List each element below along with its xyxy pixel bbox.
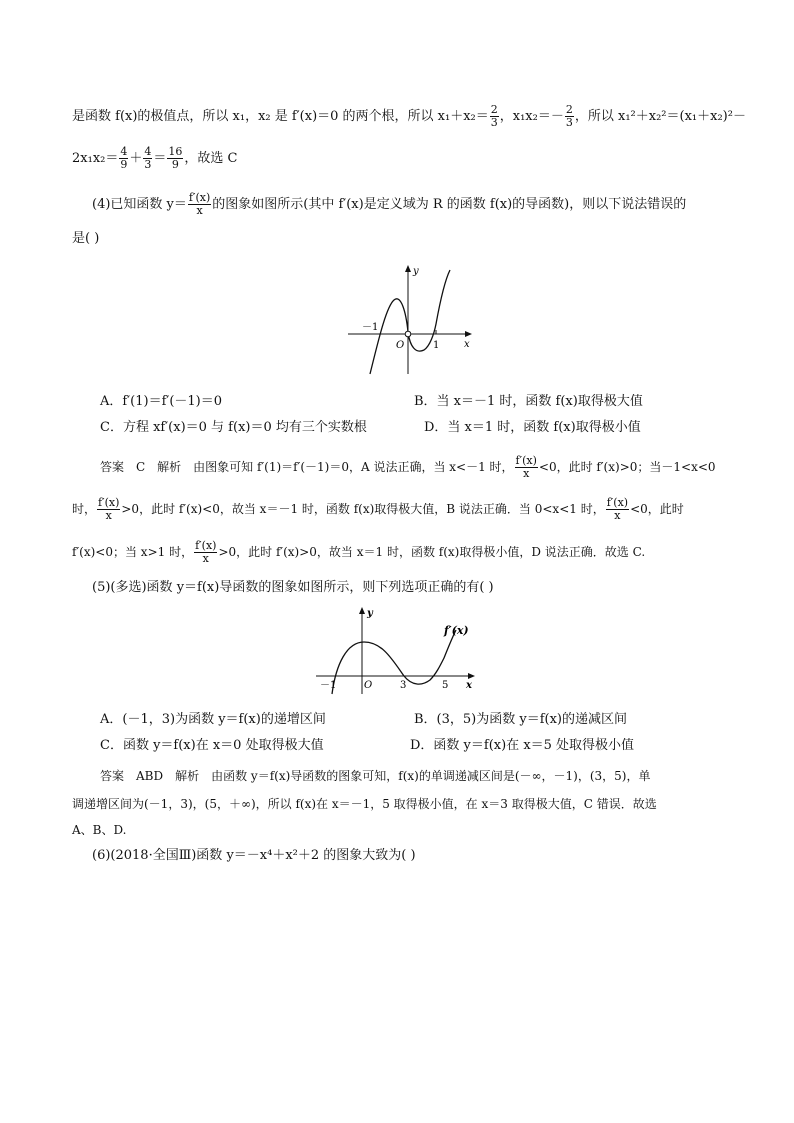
intro-text: 2x₁x₂＝ <box>72 151 119 166</box>
x-axis-label: x <box>466 680 472 691</box>
q4-answer: <0，此时 f′(x)>0；当－1<x<0 <box>538 460 716 474</box>
x-axis-arrow <box>468 673 475 679</box>
fraction: $\frac{16}{9}$ <box>168 145 183 171</box>
q4-answer: f′(x)<0；当 x>1 时， <box>72 545 194 559</box>
fraction: $\frac{f'(x)}{x}$ <box>188 191 211 217</box>
fraction: $\frac{f'(x)}{x}$ <box>195 539 217 565</box>
intro-text: 是函数 f(x)的极值点，所以 x₁，x₂ 是 f′(x)＝0 的两个根，所以 x₁＋x₂＝ <box>72 109 489 124</box>
equals-sign: ＝ <box>153 151 167 166</box>
q4-option-c: C．方程 xf′(x)＝0 与 f(x)＝0 均有三个实数根 <box>100 420 367 435</box>
q5-option-b: B．(3，5)为函数 y＝f(x)的递减区间 <box>414 712 628 727</box>
fraction: $\frac{2}{3}$ <box>565 103 573 129</box>
origin-label: O <box>364 680 373 691</box>
y-axis-label: y <box>367 608 373 619</box>
q4-answer: 答案 C 解析 由图象可知 f′(1)＝f′(－1)＝0，A 说法正确，当 x<－1 时， <box>100 460 514 474</box>
intro-line-1 <box>72 104 746 129</box>
q6-stem: (6)(2018·全国Ⅲ)函数 y＝－x⁴＋x²＋2 的图象大致为( ) <box>92 848 416 863</box>
q5-stem: (5)(多选)函数 y＝f(x)导函数的图象如图所示，则下列选项正确的有( ) <box>92 580 494 595</box>
intro-text: ，x₁x₂＝－ <box>499 109 564 124</box>
q5-option-a: A．(－1，3)为函数 y＝f(x)的递增区间 <box>100 712 326 727</box>
q4-graph <box>348 262 478 377</box>
q4-stem: 是( ) <box>72 231 100 246</box>
q4-answer-line-1 <box>100 455 716 480</box>
q4-option-b: B．当 x＝－1 时，函数 f(x)取得极大值 <box>414 394 643 409</box>
q4-answer: <0，此时 <box>630 502 684 516</box>
q4-option-d: D．当 x＝1 时，函数 f(x)取得极小值 <box>424 420 641 435</box>
q5-answer-line-1: 答案 ABD 解析 由函数 y＝f(x)导函数的图象可知，f(x)的单调递减区间是(－∞，－1)，(3，5)，单 <box>100 769 651 783</box>
q5-graph <box>312 604 482 699</box>
q4-answer: >0，此时 f′(x)<0，故当 x＝－1 时，函数 f(x)取得极大值，B 说法正确．当 0<x<1 时， <box>121 502 605 516</box>
intro-text: ，故选 C <box>184 151 238 166</box>
y-axis-arrow <box>405 265 411 272</box>
q5-option-d: D．函数 y＝f(x)在 x＝5 处取得极小值 <box>410 738 635 753</box>
q4-stem-line-1 <box>92 192 686 217</box>
q4-curve <box>370 270 450 374</box>
fraction: $\frac{4}{9}$ <box>120 145 128 171</box>
curve-label: f′(x) <box>444 624 469 637</box>
fraction: $\frac{4}{3}$ <box>144 145 152 171</box>
fraction: $\frac{f'(x)}{x}$ <box>606 496 629 522</box>
x-axis-label: x <box>464 339 470 350</box>
q5-curve <box>332 630 456 694</box>
q5-answer-line-2: 调递增区间为(－1，3)，(5，＋∞)，所以 f(x)在 x＝－1，5 取得极小值，在 x＝3 取得极大值，C 错误．故选 <box>72 797 657 811</box>
q4-option-a: A．f′(1)＝f′(－1)＝0 <box>100 394 223 409</box>
open-point <box>405 331 411 337</box>
tick-1-label: 1 <box>433 340 440 351</box>
q4-stem-line-2 <box>72 229 99 249</box>
q4-answer-line-2 <box>72 497 684 522</box>
tick-neg1-label: －1 <box>320 680 337 691</box>
q4-stem: 的图象如图所示(其中 f′(x)是定义域为 R 的函数 f(x)的导函数)，则以下说法错误的 <box>212 197 687 212</box>
y-axis-arrow <box>359 607 365 614</box>
q4-answer-line-3 <box>72 540 645 565</box>
intro-text: ，所以 x₁²＋x₂²＝(x₁＋x₂)²－ <box>574 109 746 124</box>
x-axis-arrow <box>465 331 472 337</box>
q4-answer: >0，此时 f′(x)>0，故当 x＝1 时，函数 f(x)取得极小值，D 说法正确．故选 C. <box>218 545 646 559</box>
tick-3-label: 3 <box>400 680 407 691</box>
fraction: $\frac{f'(x)}{x}$ <box>98 496 120 522</box>
q4-answer: 时， <box>72 502 97 516</box>
fraction: $\frac{2}{3}$ <box>490 103 498 129</box>
plus-sign: ＋ <box>129 151 143 166</box>
tick-neg1-label: －1 <box>362 322 379 333</box>
q5-answer-line-3: A、B、D. <box>72 823 127 837</box>
fraction: $\frac{f'(x)}{x}$ <box>515 454 537 480</box>
origin-label: O <box>396 340 405 351</box>
intro-line-2 <box>72 146 237 171</box>
q5-option-c: C．函数 y＝f(x)在 x＝0 处取得极大值 <box>100 738 324 753</box>
q4-stem: (4)已知函数 y＝ <box>92 197 187 212</box>
y-axis-label: y <box>413 266 419 277</box>
tick-5-label: 5 <box>442 680 449 691</box>
